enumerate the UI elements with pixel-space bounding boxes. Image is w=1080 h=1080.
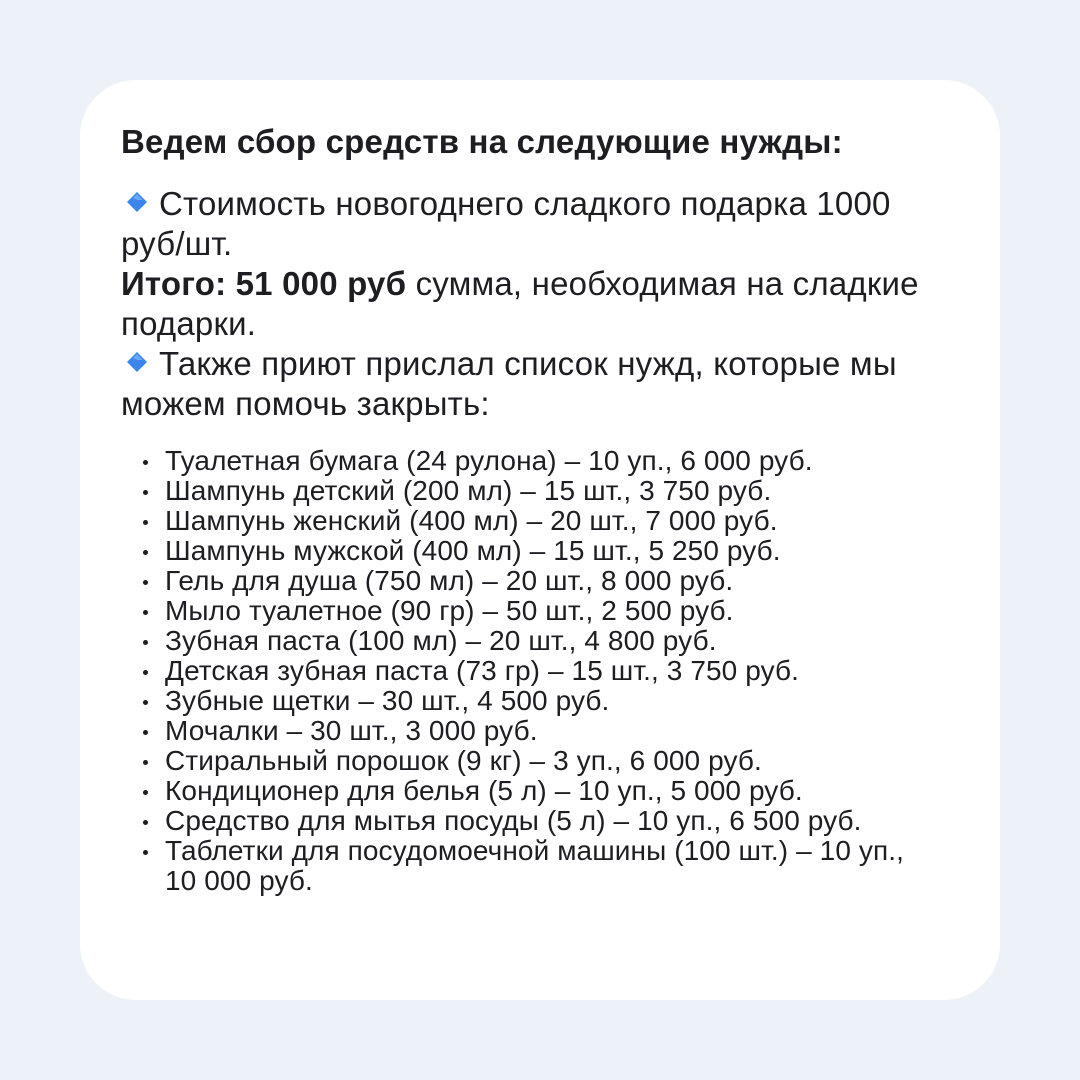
shelter-text: Также приют прислал список нужд, которые мы можем помочь закрыть:	[121, 345, 897, 422]
gift-total-amount: Итого: 51 000 руб	[121, 265, 407, 302]
list-item: Таблетки для посудомоечной машины (100 шт.) – 10 уп., 10 000 руб.	[165, 836, 940, 896]
list-item: Мыло туалетное (90 гр) – 50 шт., 2 500 руб.	[165, 596, 940, 626]
list-item: Средство для мытья посуды (5 л) – 10 уп., 6 500 руб.	[165, 806, 940, 836]
needs-list	[121, 446, 940, 896]
small-blue-diamond-icon	[127, 352, 147, 372]
small-blue-diamond-icon	[127, 192, 147, 212]
list-item: Мочалки – 30 шт., 3 000 руб.	[165, 716, 940, 746]
list-item: Гель для душа (750 мл) – 20 шт., 8 000 руб.	[165, 566, 940, 596]
page-title: Ведем сбор средств на следующие нужды:	[121, 123, 843, 160]
gift-cost-paragraph	[121, 184, 940, 264]
gift-total-paragraph	[121, 264, 940, 344]
content-card	[80, 80, 1000, 1000]
list-item: Шампунь детский (200 мл) – 15 шт., 3 750 руб.	[165, 476, 940, 506]
list-item: Зубная паста (100 мл) – 20 шт., 4 800 руб.	[165, 626, 940, 656]
list-item: Стиральный порошок (9 кг) – 3 уп., 6 000 руб.	[165, 746, 940, 776]
list-item: Шампунь мужской (400 мл) – 15 шт., 5 250 руб.	[165, 536, 940, 566]
list-item: Кондиционер для белья (5 л) – 10 уп., 5 000 руб.	[165, 776, 940, 806]
list-item: Детская зубная паста (73 гр) – 15 шт., 3 750 руб.	[165, 656, 940, 686]
shelter-paragraph	[121, 344, 940, 424]
gift-cost-text: Стоимость новогоднего сладкого подарка 1000 руб/шт.	[121, 185, 891, 262]
list-item: Шампунь женский (400 мл) – 20 шт., 7 000 руб.	[165, 506, 940, 536]
list-item: Туалетная бумага (24 рулона) – 10 уп., 6 000 руб.	[165, 446, 940, 476]
list-item: Зубные щетки – 30 шт., 4 500 руб.	[165, 686, 940, 716]
gift-total-description: сумма, необходимая на сладкие подарки.	[121, 265, 919, 342]
